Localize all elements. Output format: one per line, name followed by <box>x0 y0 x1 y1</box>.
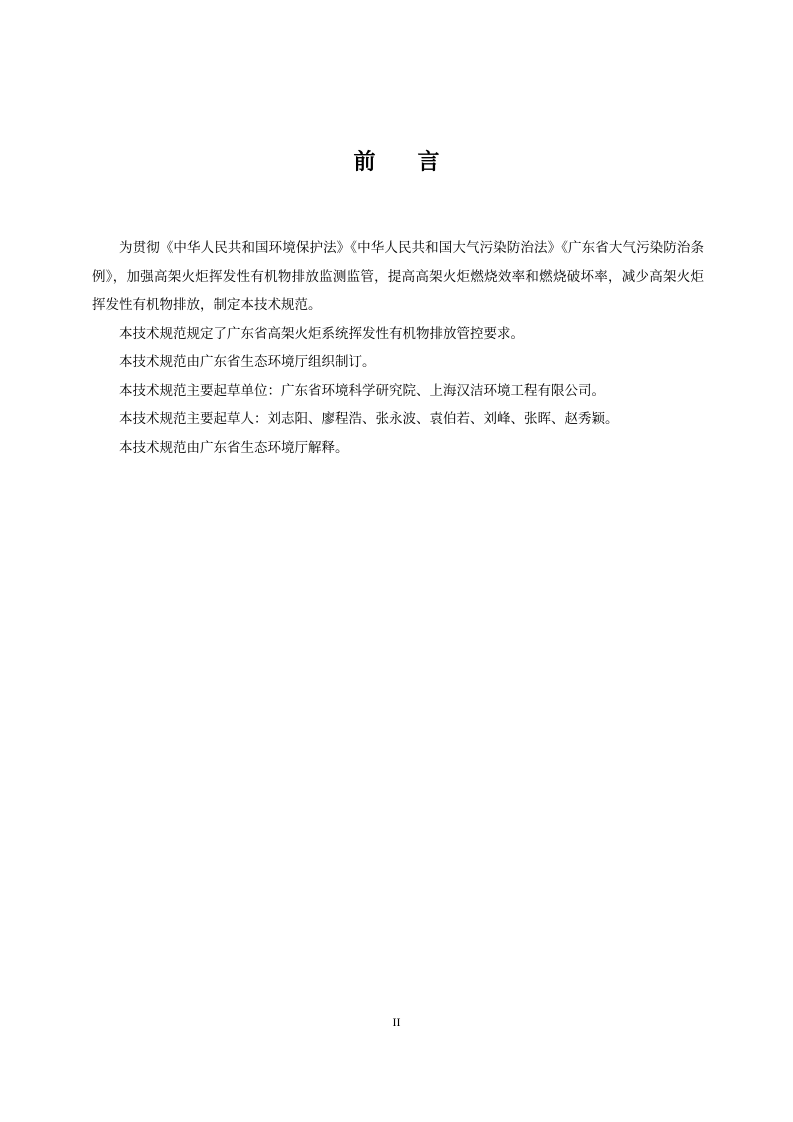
paragraph-purpose: 为贯彻《中华人民共和国环境保护法》《中华人民共和国大气污染防治法》《广东省大气污染防治条例》，加强高架火炬挥发性有机物排放监测监管，提高高架火炬燃烧效率和燃烧破坏率，减少高架火炬挥发性有机物排放，制定本技术规范。 <box>92 240 704 313</box>
paragraph-drafters: 本技术规范主要起草人：刘志阳、廖程浩、张永波、袁伯若、刘峰、张晖、赵秀颖。 <box>119 411 619 427</box>
paragraph-scope: 本技术规范规定了广东省高架火炬系统挥发性有机物排放管控要求。 <box>119 325 524 342</box>
paragraph-interpretation: 本技术规范由广东省生态环境厅解释。 <box>119 439 349 456</box>
page-number: II <box>392 1015 401 1029</box>
paragraph-organizer: 本技术规范由广东省生态环境厅组织制订。 <box>119 354 376 370</box>
paragraph-drafting-units: 本技术规范主要起草单位：广东省环境科学研究院、上海汉洁环境工程有限公司。 <box>119 382 605 399</box>
page-title: 前言 <box>353 150 482 175</box>
foreword-body <box>92 234 704 462</box>
